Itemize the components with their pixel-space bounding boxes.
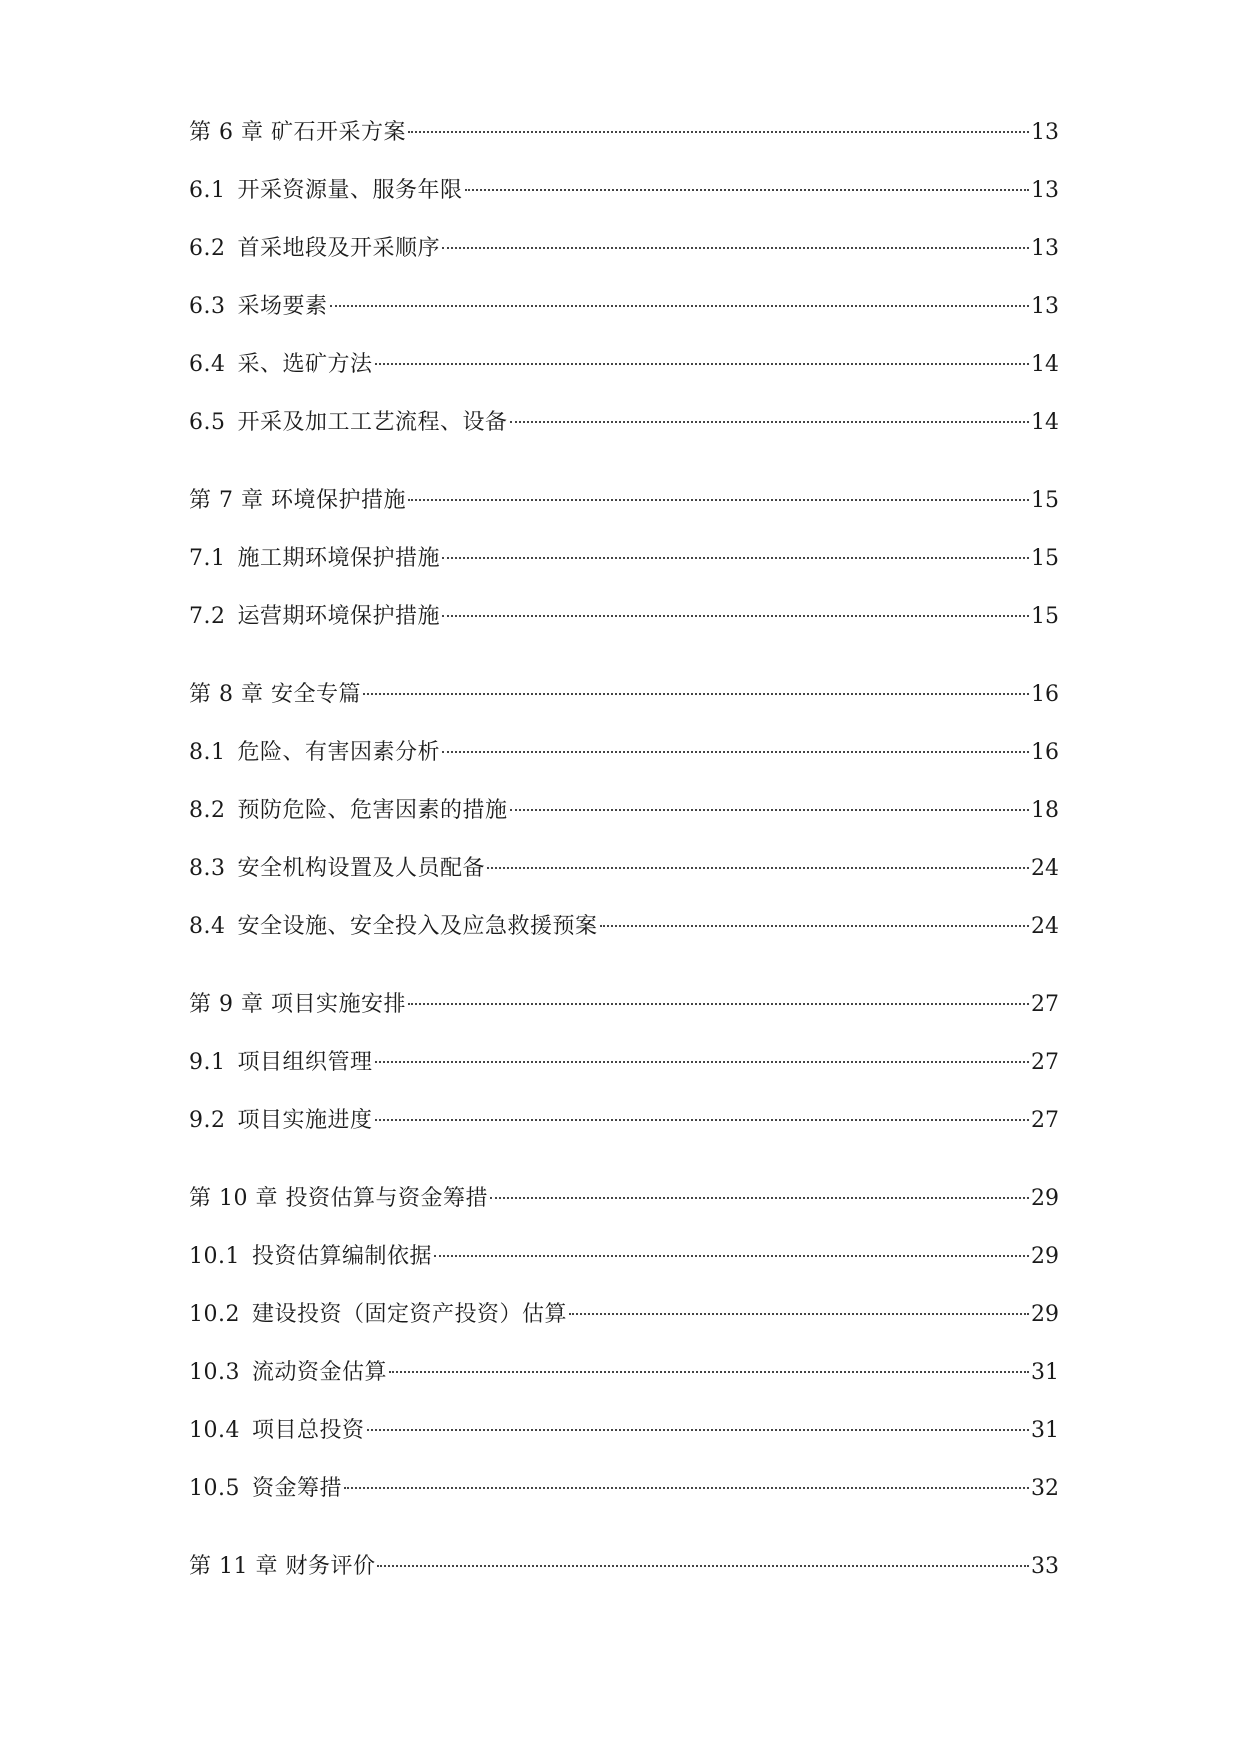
- toc-section-entry[interactable]: [189, 1358, 1059, 1416]
- toc-entry-title: [189, 1184, 488, 1214]
- toc-entry-text: 安全机构设置及人员配备: [237, 856, 486, 881]
- dot-leader: [408, 1003, 1029, 1005]
- toc-section-number: 6.2: [189, 236, 226, 261]
- toc-section-number: 9.1: [189, 1050, 226, 1075]
- toc-section-number: 10.4: [189, 1418, 240, 1443]
- toc-section-number: 6.5: [189, 410, 226, 435]
- toc-section-entry[interactable]: [189, 854, 1059, 912]
- toc-entry-title: [189, 1416, 365, 1446]
- toc-chapter-entry[interactable]: [189, 1184, 1059, 1242]
- toc-entry-text: 运营期环境保护措施: [237, 604, 441, 629]
- toc-entry-text: 第 11 章 财务评价: [189, 1554, 376, 1579]
- toc-section-number: 6.4: [189, 352, 226, 377]
- toc-section-entry[interactable]: [189, 1106, 1059, 1164]
- toc-page-number: 29: [1031, 1186, 1059, 1211]
- dot-leader: [408, 131, 1029, 133]
- toc-section-entry[interactable]: [189, 292, 1059, 350]
- toc-section-entry[interactable]: [189, 912, 1059, 970]
- toc-page-number: 13: [1031, 120, 1059, 145]
- toc-entry-text: 项目总投资: [251, 1418, 365, 1443]
- toc-entry-title: [189, 1242, 432, 1272]
- dot-leader: [367, 1429, 1030, 1431]
- toc-entry-title: [189, 602, 440, 632]
- toc-entry-text: 开采及加工工艺流程、设备: [237, 410, 508, 435]
- toc-entry-title: [189, 292, 328, 322]
- toc-page-number: 15: [1031, 604, 1059, 629]
- toc-section-number: 7.1: [189, 546, 226, 571]
- toc-entry-text: 第 9 章 项目实施安排: [189, 992, 406, 1017]
- toc-section-number: 6.1: [189, 178, 226, 203]
- toc-entry-title: [189, 544, 440, 574]
- toc-section-entry[interactable]: [189, 738, 1059, 796]
- toc-section-number: 8.4: [189, 914, 226, 939]
- toc-entry-title: [189, 1474, 342, 1504]
- toc-page-number: 29: [1031, 1244, 1059, 1269]
- toc-section-number: 6.3: [189, 294, 226, 319]
- toc-section-entry[interactable]: [189, 1242, 1059, 1300]
- toc-entry-text: 第 8 章 安全专篇: [189, 682, 361, 707]
- toc-page-number: 32: [1031, 1476, 1059, 1501]
- toc-entry-title: [189, 680, 361, 710]
- toc-section-number: 8.3: [189, 856, 226, 881]
- toc-page-number: 13: [1031, 178, 1059, 203]
- toc-entry-title: [189, 118, 406, 148]
- toc-section-number: 7.2: [189, 604, 226, 629]
- toc-section-entry[interactable]: [189, 176, 1059, 234]
- toc-section-entry[interactable]: [189, 602, 1059, 660]
- dot-leader: [375, 1119, 1029, 1121]
- toc-entry-title: [189, 990, 406, 1020]
- toc-page-number: 16: [1031, 740, 1059, 765]
- toc-entry-title: [189, 176, 463, 206]
- toc-chapter-entry[interactable]: [189, 1552, 1059, 1610]
- dot-leader: [344, 1487, 1029, 1489]
- toc-entry-title: [189, 1048, 373, 1078]
- dot-leader: [375, 363, 1029, 365]
- toc-entry-text: 项目组织管理: [237, 1050, 373, 1075]
- toc-section-entry[interactable]: [189, 1474, 1059, 1532]
- toc-page-number: 27: [1031, 992, 1059, 1017]
- toc-entry-text: 开采资源量、服务年限: [237, 178, 463, 203]
- dot-leader: [375, 1061, 1029, 1063]
- toc-entry-text: 投资估算编制依据: [251, 1244, 432, 1269]
- toc-page-number: 18: [1031, 798, 1059, 823]
- toc-page-number: 31: [1031, 1418, 1059, 1443]
- toc-page-number: 24: [1031, 856, 1059, 881]
- toc-section-number: 9.2: [189, 1108, 226, 1133]
- dot-leader: [442, 751, 1029, 753]
- toc-section-entry[interactable]: [189, 408, 1059, 466]
- toc-entry-title: [189, 1300, 567, 1330]
- toc-entry-title: [189, 486, 406, 516]
- dot-leader: [442, 247, 1029, 249]
- toc-section-number: 10.1: [189, 1244, 240, 1269]
- dot-leader: [465, 189, 1029, 191]
- toc-entry-text: 流动资金估算: [251, 1360, 387, 1385]
- toc-entry-text: 采场要素: [237, 294, 328, 319]
- toc-entry-text: 安全设施、安全投入及应急救援预案: [237, 914, 598, 939]
- dot-leader: [569, 1313, 1029, 1315]
- toc-entry-title: [189, 1106, 373, 1136]
- dot-leader: [442, 615, 1029, 617]
- toc-page-number: 14: [1031, 352, 1059, 377]
- toc-entry-text: 采、选矿方法: [237, 352, 373, 377]
- toc-entry-text: 预防危险、危害因素的措施: [237, 798, 508, 823]
- toc-page-number: 24: [1031, 914, 1059, 939]
- toc-chapter-entry[interactable]: [189, 990, 1059, 1048]
- toc-page-number: 13: [1031, 236, 1059, 261]
- toc-page-number: 31: [1031, 1360, 1059, 1385]
- dot-leader: [408, 499, 1029, 501]
- toc-page-number: 33: [1031, 1554, 1059, 1579]
- dot-leader: [389, 1371, 1029, 1373]
- dot-leader: [363, 693, 1029, 695]
- toc-entry-title: [189, 854, 485, 884]
- toc-entry-title: [189, 234, 440, 264]
- toc-page-number: 13: [1031, 294, 1059, 319]
- toc-page-number: 15: [1031, 546, 1059, 571]
- dot-leader: [487, 867, 1029, 869]
- toc-entry-text: 施工期环境保护措施: [237, 546, 441, 571]
- toc-entry-title: [189, 796, 508, 826]
- toc-section-entry[interactable]: [189, 544, 1059, 602]
- toc-section-number: 10.3: [189, 1360, 240, 1385]
- dot-leader: [442, 557, 1029, 559]
- toc-chapter-entry[interactable]: [189, 680, 1059, 738]
- toc-page-number: 27: [1031, 1050, 1059, 1075]
- toc-entry-text: 危险、有害因素分析: [237, 740, 441, 765]
- toc-entry-title: [189, 1552, 375, 1582]
- toc-section-entry[interactable]: [189, 796, 1059, 854]
- table-of-contents: [189, 118, 1059, 1610]
- toc-section-entry[interactable]: [189, 350, 1059, 408]
- toc-entry-title: [189, 408, 508, 438]
- toc-entry-title: [189, 1358, 387, 1388]
- dot-leader: [510, 421, 1029, 423]
- toc-entry-text: 资金筹措: [251, 1476, 342, 1501]
- toc-chapter-entry[interactable]: [189, 118, 1059, 176]
- toc-entry-text: 第 7 章 环境保护措施: [189, 488, 406, 513]
- toc-entry-title: [189, 738, 440, 768]
- toc-page-number: 27: [1031, 1108, 1059, 1133]
- dot-leader: [510, 809, 1029, 811]
- toc-section-number: 8.2: [189, 798, 226, 823]
- dot-leader: [600, 925, 1029, 927]
- toc-page-number: 14: [1031, 410, 1059, 435]
- toc-page-number: 16: [1031, 682, 1059, 707]
- toc-entry-text: 建设投资（固定资产投资）估算: [251, 1302, 567, 1327]
- toc-section-entry[interactable]: [189, 234, 1059, 292]
- toc-entry-text: 第 10 章 投资估算与资金筹措: [189, 1186, 488, 1211]
- toc-chapter-entry[interactable]: [189, 486, 1059, 544]
- toc-section-entry[interactable]: [189, 1416, 1059, 1474]
- toc-entry-text: 第 6 章 矿石开采方案: [189, 120, 406, 145]
- dot-leader: [377, 1565, 1029, 1567]
- toc-entry-title: [189, 350, 373, 380]
- toc-section-number: 10.2: [189, 1302, 240, 1327]
- toc-section-entry[interactable]: [189, 1300, 1059, 1358]
- dot-leader: [434, 1255, 1029, 1257]
- toc-entry-text: 项目实施进度: [237, 1108, 373, 1133]
- toc-section-number: 8.1: [189, 740, 226, 765]
- toc-entry-title: [189, 912, 598, 942]
- dot-leader: [490, 1197, 1029, 1199]
- toc-page-number: 29: [1031, 1302, 1059, 1327]
- toc-page-number: 15: [1031, 488, 1059, 513]
- toc-entry-text: 首采地段及开采顺序: [237, 236, 441, 261]
- toc-section-number: 10.5: [189, 1476, 240, 1501]
- dot-leader: [330, 305, 1029, 307]
- toc-section-entry[interactable]: [189, 1048, 1059, 1106]
